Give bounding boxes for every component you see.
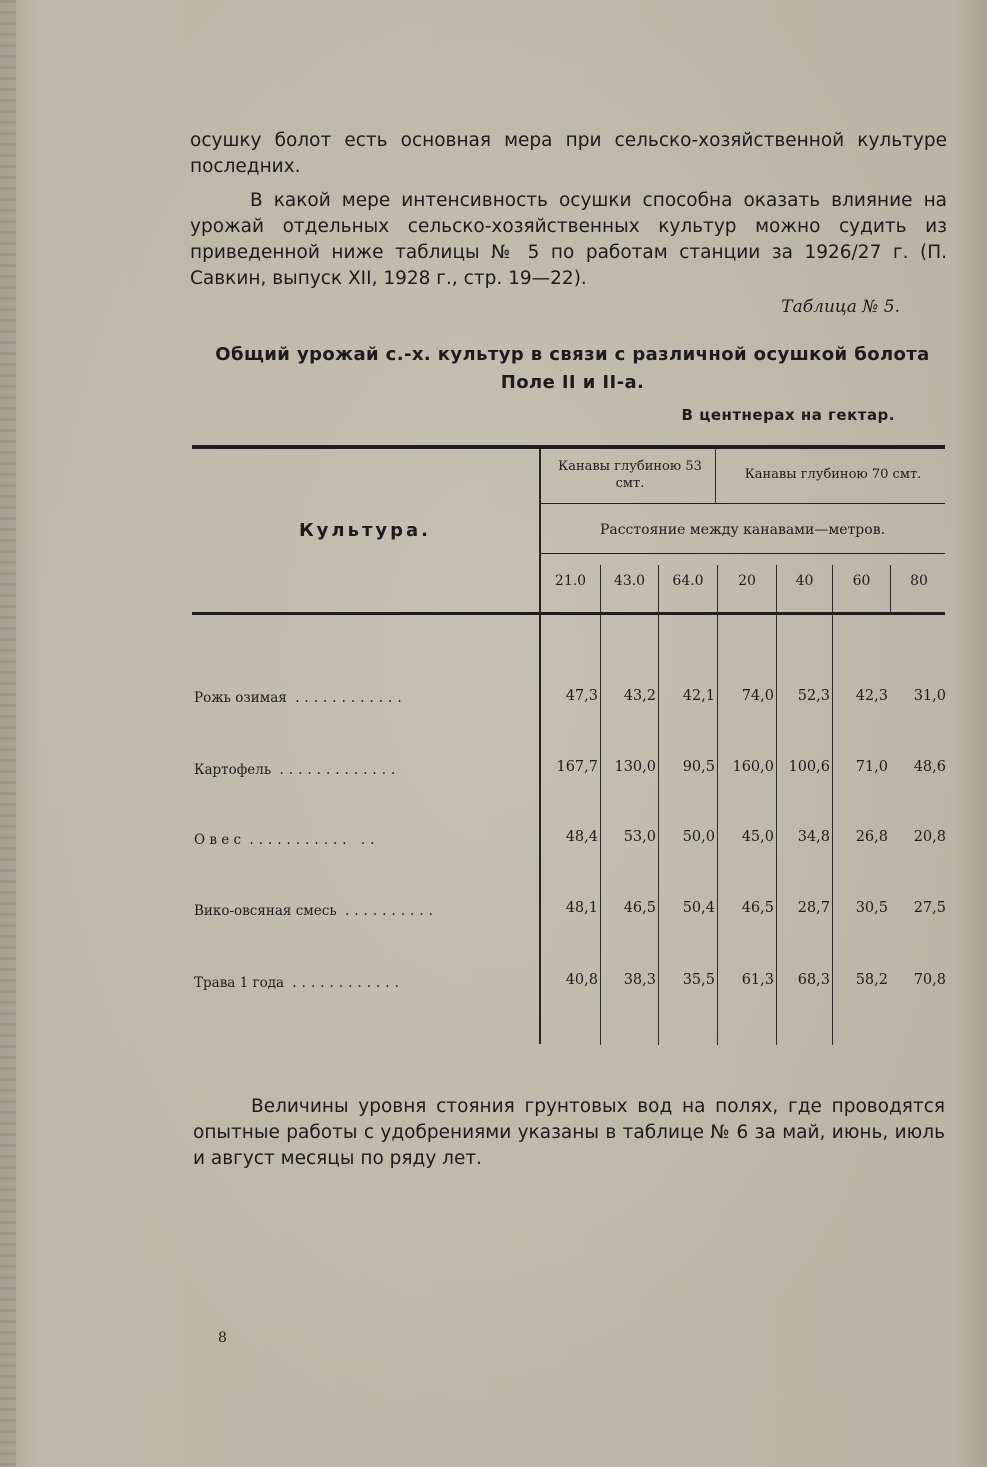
- table-cell: 167,7: [556, 759, 598, 775]
- column-header: 20: [738, 573, 756, 589]
- table-label: Таблица № 5.: [781, 297, 900, 317]
- table-group-53: Канавы глубиною 53 смт.: [558, 459, 702, 491]
- table-cell: 130,0: [614, 759, 656, 775]
- table-cell: 35,5: [682, 972, 715, 988]
- row-label-oats: [194, 832, 530, 848]
- table-cell: 70,8: [913, 972, 946, 988]
- table-col-divider: [658, 565, 659, 1045]
- paragraph-intro: осушку болот есть основная мера при сельско-хозяйственной культуре последних.: [190, 130, 947, 177]
- table-cell: 34,8: [797, 829, 830, 845]
- table-cell: 53,0: [623, 829, 656, 845]
- row-label-vetch-oat: [194, 903, 530, 919]
- row-label-text: Картофель: [194, 762, 272, 778]
- table-cell: 50,0: [682, 829, 715, 845]
- table-distance-header: Расстояние между канавами—метров.: [599, 522, 886, 538]
- table-cell: 47,3: [565, 688, 598, 704]
- table-cell: 40,8: [565, 972, 598, 988]
- page-binding-edge: [0, 0, 16, 1467]
- leader-dots: ............: [292, 975, 404, 991]
- row-label-text: О в е с: [194, 832, 242, 848]
- table-cell: 71,0: [855, 759, 888, 775]
- row-label-rye: [194, 690, 530, 706]
- table-cell: 45,0: [741, 829, 774, 845]
- table-title: [190, 341, 955, 397]
- table-cell: 20,8: [913, 829, 946, 845]
- table-cell: 50,4: [682, 900, 715, 916]
- column-header: 40: [795, 573, 814, 589]
- table-cell: 48,1: [565, 900, 598, 916]
- table-col-divider: [776, 565, 777, 1045]
- row-label-grass: [194, 975, 530, 991]
- table-cell: 48,6: [913, 759, 946, 775]
- table-group-divider: [715, 449, 716, 503]
- table-units: В центнерах на гектар.: [681, 406, 895, 424]
- page-number: 8: [218, 1330, 227, 1346]
- table-culture-header: Культура.: [298, 520, 432, 541]
- table-cell: 68,3: [797, 972, 830, 988]
- paragraph-groundwater: Величины уровня стояния грунтовых вод на полях, где проводятся опытные работы с удобрениями указаны в таблице № 6 за май, июнь, июль и август месяцы по ряду лет.: [193, 1096, 945, 1169]
- table-cell: 27,5: [913, 900, 946, 916]
- leader-dots: ..........: [344, 903, 438, 919]
- table-cell: 28,7: [797, 900, 830, 916]
- table-cell: 48,4: [565, 829, 598, 845]
- table-cell: 42,3: [855, 688, 888, 704]
- table-title-line2: Поле II и II-а.: [500, 372, 645, 393]
- table-col-divider: [832, 565, 833, 1045]
- table-cell: 42,1: [682, 688, 715, 704]
- table-cell: 43,2: [623, 688, 656, 704]
- row-label-text: Трава 1 года: [194, 975, 285, 991]
- table-cell: 90,5: [682, 759, 715, 775]
- leader-dots: .............: [279, 762, 401, 778]
- table-top-rule: [192, 445, 945, 449]
- table-cell: 31,0: [913, 688, 946, 704]
- row-label-potato: [194, 762, 530, 778]
- column-header: 60: [852, 573, 871, 589]
- table-cell: 46,5: [623, 900, 656, 916]
- table-cell: 61,3: [741, 972, 774, 988]
- table-col-divider: [600, 565, 601, 1045]
- table-cell: 52,3: [797, 688, 830, 704]
- table-col-divider: [717, 565, 718, 1045]
- table-cell: 38,3: [623, 972, 656, 988]
- table-cell: 160,0: [732, 759, 774, 775]
- column-header: 21.0: [554, 573, 587, 589]
- row-label-text: Вико-овсяная смесь: [194, 903, 337, 919]
- paragraph-table-reference: В какой мере интенсивность осушки способна оказать влияние на урожай отдельных сельско-хозяйственных культур можно судить из приведенной ниже таблицы № 5 по работам станции за 1926/27 г. (П. Савкин, выпуск XII, 1928 г., стр. 19—22).: [190, 190, 947, 289]
- leader-dots: ............: [295, 690, 407, 706]
- table-group-70: Канавы глубиною 70 смт.: [744, 467, 922, 482]
- table-cell: 74,0: [741, 688, 774, 704]
- row-label-text: Рожь озимая: [194, 690, 287, 706]
- column-header: 80: [910, 573, 928, 589]
- table-cell: 100,6: [788, 759, 830, 775]
- table-cell: 30,5: [855, 900, 888, 916]
- table-cell: 46,5: [741, 900, 774, 916]
- table-group-rule: [540, 503, 945, 504]
- table-cell: 58,2: [855, 972, 888, 988]
- column-header: 43.0: [613, 573, 646, 589]
- column-header: 64.0: [672, 573, 704, 589]
- leader-dots: ........... ..: [249, 832, 380, 848]
- table-cell: 26,8: [855, 829, 888, 845]
- table-distance-rule: [540, 553, 945, 554]
- table-title-line1: Общий урожай с.-х. культур в связи с различной осушкой болота: [215, 344, 930, 365]
